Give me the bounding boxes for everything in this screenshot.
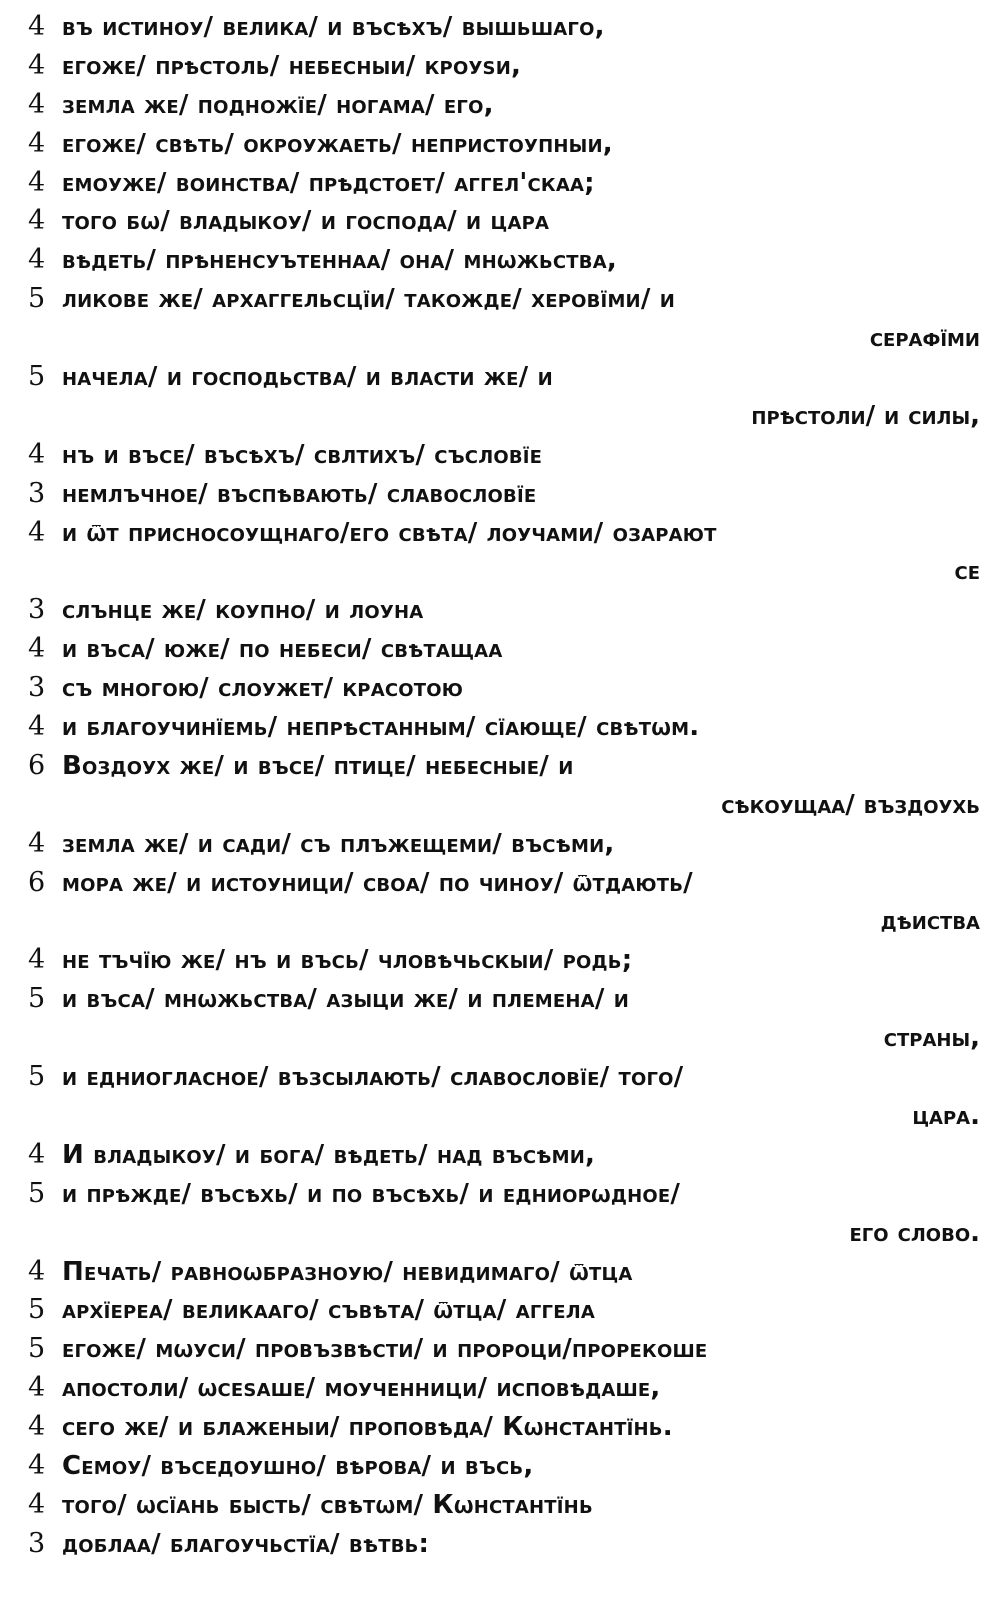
- verse-text: того бѡ/ владыкоу/ и господа/ и цара: [62, 206, 550, 237]
- verse-line: [28, 1136, 980, 1175]
- verse-line-continuation: его слово.: [849, 1217, 980, 1248]
- verse-line: [28, 1486, 980, 1525]
- verse-text: доблаа/ благоучьстїа/ вѣтвь:: [62, 1528, 430, 1559]
- verse-text: апостоли/ ѡсеѕаше/ моученници/ исповѣдаше,: [62, 1373, 661, 1404]
- verse-line: [28, 475, 980, 514]
- syllable-count: 4: [28, 11, 46, 42]
- verse-line: [28, 164, 980, 203]
- verse-text: сего же/ и блаженыи/ проповѣда/ Кѡнстантїнь.: [62, 1412, 673, 1443]
- verse-text: того/ ѡсїань бысть/ свѣтѡм/ Кѡнстантїнь: [62, 1489, 593, 1520]
- syllable-count: 4: [28, 1372, 46, 1404]
- verse-text: немлъчное/ въспѣвають/ славословїе: [62, 478, 537, 509]
- verse-text: земла же/ подножїе/ ногама/ его,: [62, 89, 494, 120]
- verse-line: [28, 941, 980, 980]
- verse-line: [28, 1525, 980, 1564]
- verse-line: [28, 825, 980, 864]
- verse-text: И владыкоу/ и бога/ вѣдеть/ над въсѣми,: [62, 1139, 596, 1170]
- verse-text: емоуже/ воинства/ прѣдстоет/ аггел'скаа;: [62, 167, 595, 198]
- verse-text: и въса/ юже/ по небеси/ свѣтащаа: [62, 634, 503, 665]
- verse-text: съ многою/ слоужет/ красотою: [62, 673, 464, 704]
- verse-line: [28, 864, 980, 903]
- verse-line: [28, 1058, 980, 1097]
- syllable-count: 4: [28, 88, 46, 120]
- syllable-count: 4: [28, 516, 46, 548]
- verse-line: [28, 747, 980, 786]
- verse-text: начела/ и господьства/ и власти же/ и: [62, 362, 553, 393]
- verse-text: и благоучинїемь/ непрѣстанным/ сїающе/ свѣтѡм.: [62, 712, 700, 743]
- syllable-count: 4: [28, 244, 46, 276]
- syllable-count: 4: [28, 633, 46, 665]
- verse-line: [28, 1447, 980, 1486]
- verse-line: [28, 358, 980, 397]
- syllable-count: 3: [28, 477, 46, 509]
- syllable-count: 5: [28, 1061, 46, 1093]
- syllable-count: 3: [28, 594, 46, 626]
- verse-text: Семоу/ въседоушно/ вѣрова/ и въсь,: [62, 1450, 534, 1481]
- verse-line: [28, 1175, 980, 1214]
- verse-text: Воздоух же/ и въсе/ птице/ небесные/ и: [62, 750, 574, 781]
- syllable-count: 4: [28, 49, 46, 81]
- syllable-count: 4: [28, 1449, 46, 1481]
- verse-text: ликове же/ архаггельсцїи/ такожде/ херовїми/ и: [62, 284, 676, 315]
- syllable-count: 4: [28, 1411, 46, 1443]
- verse-line: [28, 86, 980, 125]
- syllable-count: 4: [28, 205, 46, 237]
- syllable-count: 3: [28, 1527, 46, 1559]
- syllable-count: 4: [28, 827, 46, 859]
- verse-line: [28, 669, 980, 708]
- syllable-count: 5: [28, 1177, 46, 1209]
- verse-text: мора же/ и истоуници/ своа/ по чиноу/ ѿтдають/: [62, 867, 693, 898]
- syllable-count: 5: [28, 983, 46, 1015]
- verse-line: [28, 202, 980, 241]
- verse-text: и ѿт присносоущнаго/его свѣта/ лоучами/ озарают: [62, 517, 717, 548]
- syllable-count: 6: [28, 749, 46, 781]
- verse-line: [28, 125, 980, 164]
- syllable-count: 5: [28, 283, 46, 315]
- syllable-count: 4: [28, 1138, 46, 1170]
- verse-text: егоже/ прѣстоль/ небесныи/ кроуѕи,: [62, 50, 522, 81]
- verse-text: и въса/ мнѡжьства/ азыци же/ и племена/ и: [62, 984, 630, 1015]
- verse-text: нъ и въсе/ въсѣхъ/ свлтихъ/ съсловїе: [62, 439, 543, 470]
- verse-text: вѣдеть/ прѣненсуътеннаа/ она/ мнѡжьства,: [62, 245, 617, 276]
- syllable-count: 4: [28, 438, 46, 470]
- verse-line: [28, 47, 980, 86]
- verse-text: въ истиноу/ велика/ и въсѣхъ/ вышьшаго,: [62, 12, 605, 42]
- verse-line-continuation: страны,: [883, 1023, 980, 1054]
- verse-line: [28, 630, 980, 669]
- verse-line-continuation: сѣкоущаа/ въздоухь: [721, 789, 980, 820]
- verse-line: [28, 1408, 980, 1447]
- verse-text: егоже/ свѣть/ окроужаеть/ непристоупныи,: [62, 128, 613, 159]
- verse-text: егоже/ мѡуси/ провъзвѣсти/ и пророци/прорекоше: [62, 1334, 708, 1365]
- verse-line: [28, 280, 980, 319]
- verse-text: Печать/ равноѡбразноую/ невидимаго/ ѿтца: [62, 1256, 633, 1287]
- verse-line: [28, 1369, 980, 1408]
- verse-text: земла же/ и сади/ съ плъжещеми/ въсѣми,: [62, 828, 615, 859]
- syllable-count: 4: [28, 1255, 46, 1287]
- verse-line-continuation: дѣиства: [880, 906, 980, 937]
- verse-line: [28, 8, 980, 47]
- verse-line: [28, 980, 980, 1019]
- verse-line: [28, 436, 980, 475]
- syllable-count: 4: [28, 166, 46, 198]
- verse-text: и едниогласное/ възсылають/ славословїе/ того/: [62, 1062, 684, 1093]
- verse-line: [28, 1330, 980, 1369]
- verse-line: [28, 241, 980, 280]
- syllable-count: 5: [28, 1294, 46, 1326]
- syllable-count: 4: [28, 711, 46, 743]
- verse-text: слънце же/ коупно/ и лоуна: [62, 595, 424, 626]
- syllable-count: 4: [28, 1488, 46, 1520]
- verse-line-continuation: прѣстоли/ и силы,: [751, 400, 980, 431]
- verse-text-block: [28, 8, 980, 1564]
- verse-text: и прѣжде/ въсѣхь/ и по въсѣхь/ и едниорѡдное/: [62, 1178, 681, 1209]
- verse-line: [28, 708, 980, 747]
- verse-text: архїереа/ великааго/ съвѣта/ ѿтца/ аггела: [62, 1295, 595, 1326]
- verse-text: не тъчїю же/ нъ и въсь/ чловѣчьскыи/ родь;: [62, 945, 633, 976]
- syllable-count: 4: [28, 127, 46, 159]
- syllable-count: 5: [28, 1333, 46, 1365]
- verse-line: [28, 1253, 980, 1292]
- verse-line: [28, 1291, 980, 1330]
- verse-line-continuation: серафїми: [869, 323, 980, 354]
- syllable-count: 3: [28, 672, 46, 704]
- verse-line: [28, 514, 980, 553]
- verse-line-continuation: цара.: [912, 1100, 980, 1131]
- syllable-count: 6: [28, 866, 46, 898]
- verse-line: [28, 591, 980, 630]
- syllable-count: 4: [28, 944, 46, 976]
- syllable-count: 5: [28, 361, 46, 393]
- verse-line-continuation: се: [954, 556, 980, 587]
